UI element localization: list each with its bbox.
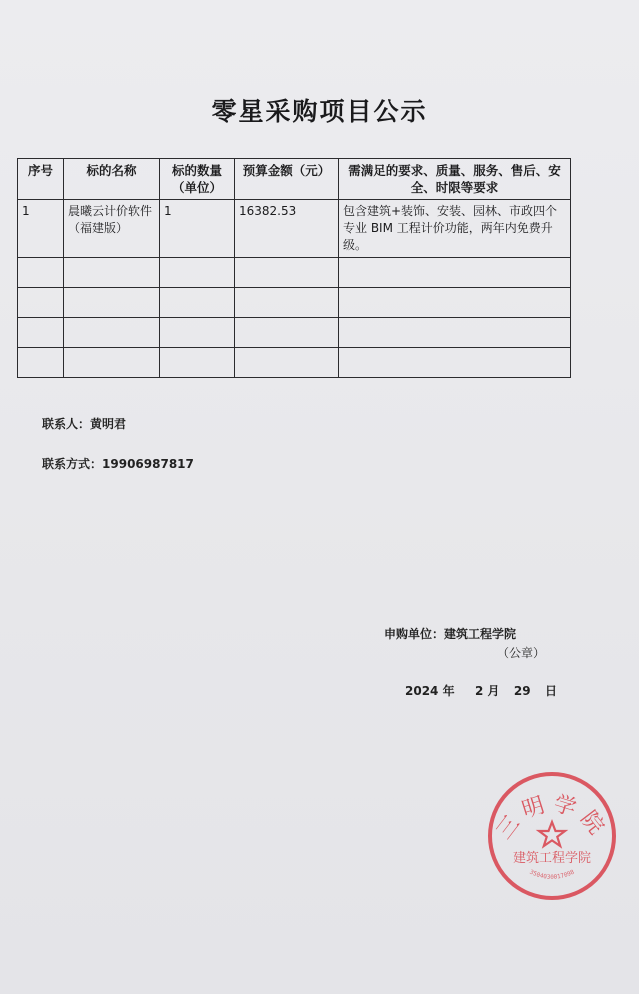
header-quantity: 标的数量（单位） <box>160 159 235 200</box>
header-budget: 预算金额（元） <box>235 159 339 200</box>
date-month-unit: 月 <box>487 684 500 698</box>
contact-phone-label: 联系方式： <box>42 457 103 471</box>
contact-person-value: 黄明君 <box>90 417 127 431</box>
date-day: 29 <box>513 684 531 698</box>
date-year-unit: 年 <box>442 684 455 698</box>
cell-item-name: 晨曦云计价软件（福建版） <box>64 200 160 258</box>
date <box>405 682 557 699</box>
page-title: 零星采购项目公示 <box>211 97 428 126</box>
date-month: 2 <box>474 684 484 698</box>
seal-code: 3504030017098 <box>528 868 576 881</box>
seal-star-icon <box>539 822 565 846</box>
table-header-row <box>18 159 571 200</box>
contact-person <box>42 415 126 432</box>
date-year: 2024 <box>405 684 439 698</box>
contact-person-label: 联系人： <box>42 417 91 431</box>
header-requirements: 需满足的要求、质量、服务、售后、安全、时限等要求 <box>339 159 571 200</box>
seal-note: （公章） <box>497 646 546 660</box>
cell-requirements: 包含建筑+装饰、安装、园林、市政四个专业 BIM 工程计价功能，两年内免费升级。 <box>339 200 571 258</box>
header-serial: 序号 <box>18 159 64 200</box>
seal-arc-text: 三明学院 <box>491 791 613 845</box>
table-row-empty <box>18 318 571 348</box>
applicant-unit-value: 建筑工程学院 <box>444 627 517 641</box>
table-row <box>18 200 571 258</box>
cell-quantity: 1 <box>160 200 235 258</box>
procurement-table <box>17 158 571 378</box>
applicant-unit-label: 申购单位： <box>384 627 445 641</box>
header-item-name: 标的名称 <box>64 159 160 200</box>
contact-phone-value: 19906987817 <box>102 457 194 471</box>
applicant-unit <box>384 625 516 642</box>
contact-phone <box>42 455 194 472</box>
table-row-empty <box>18 258 571 288</box>
seal-center-text: 建筑工程学院 <box>512 851 592 866</box>
table-row-empty <box>18 288 571 318</box>
cell-budget: 16382.53 <box>235 200 339 258</box>
table-row-empty <box>18 348 571 378</box>
date-day-unit: 日 <box>545 684 558 698</box>
cell-serial: 1 <box>18 200 64 258</box>
official-seal <box>486 770 618 902</box>
